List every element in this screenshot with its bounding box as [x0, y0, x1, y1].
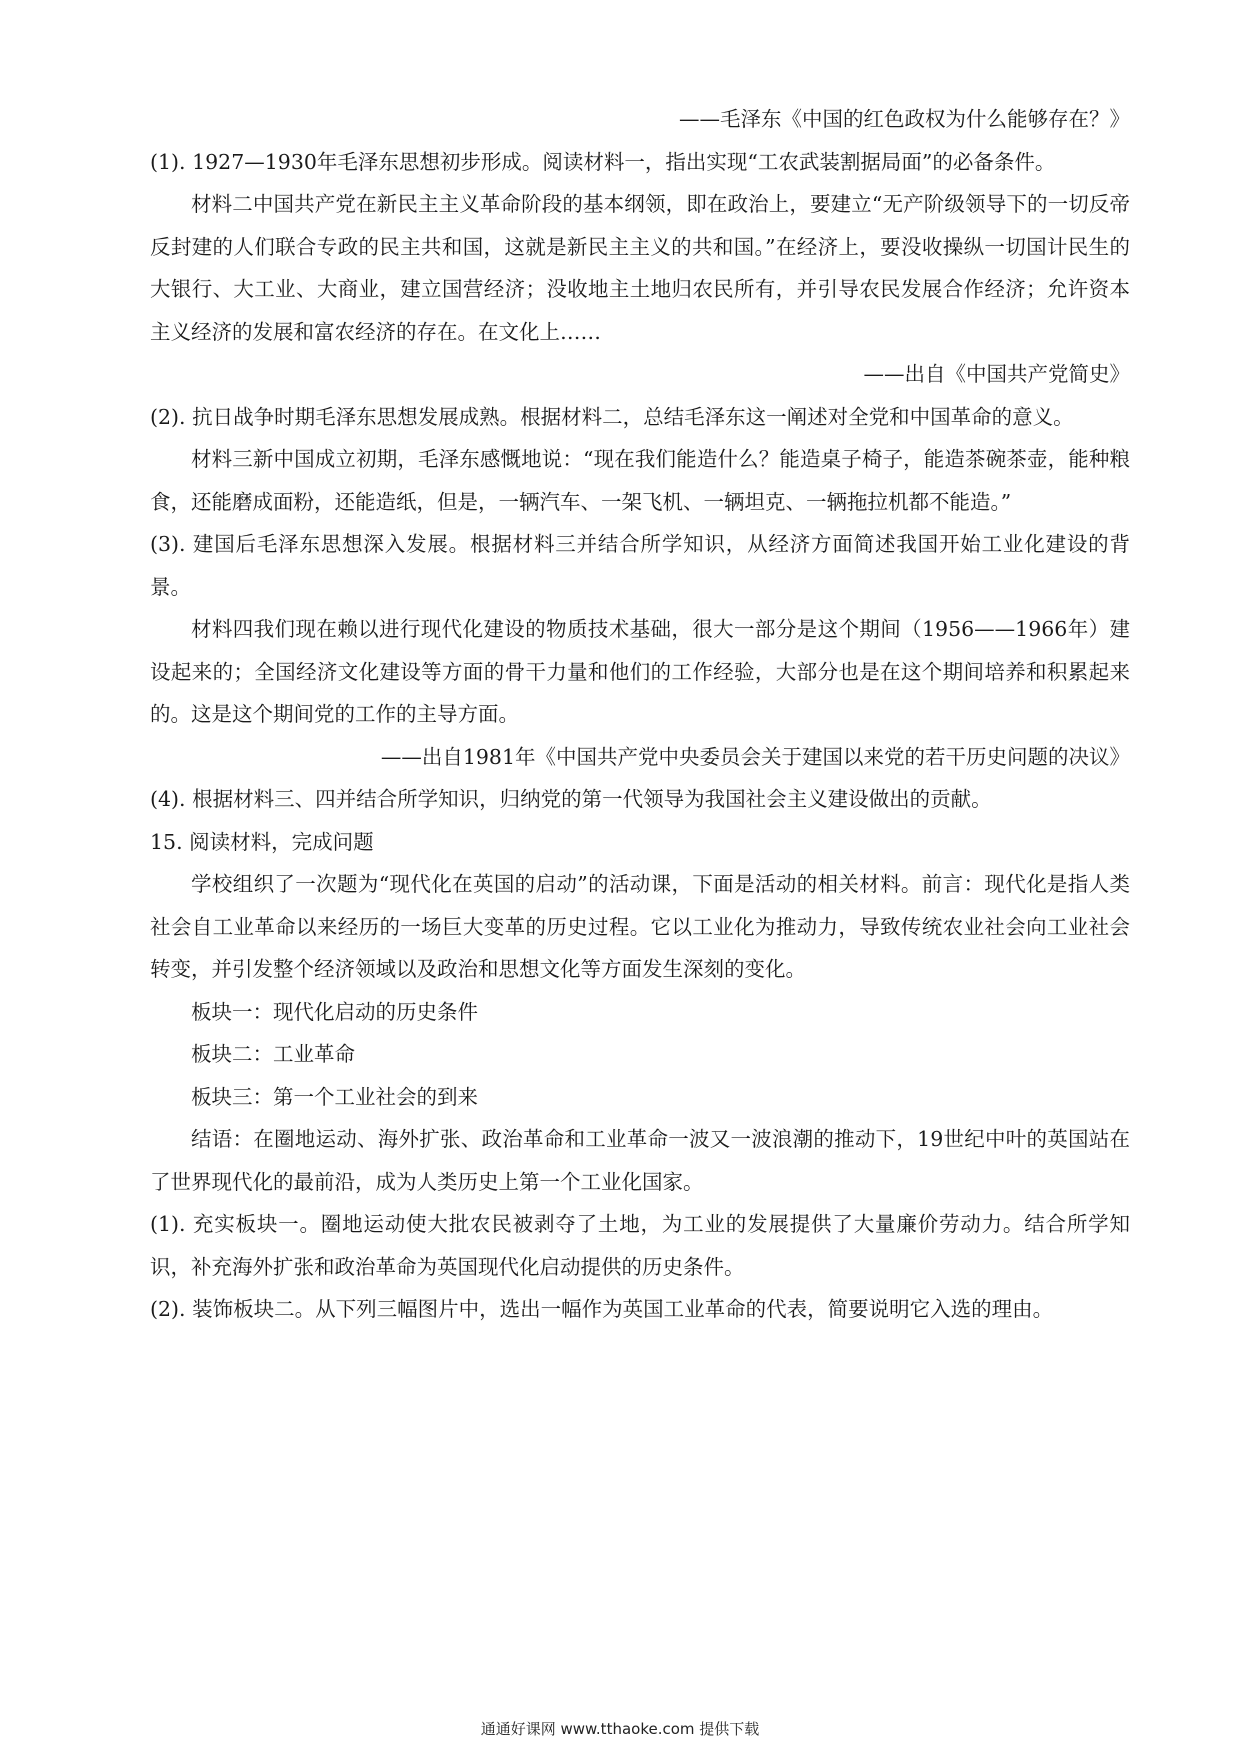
material-3: 材料三新中国成立初期，毛泽东感慨地说：“现在我们能造什么？能造桌子椅子，能造茶碗茶壶，能种粮食，还能磨成面粉，还能造纸，但是，一辆汽车、一架飞机、一辆坦克、一辆拖拉机都不能造。”	[150, 447, 1130, 514]
section-2: 板块二：工业革命	[191, 1042, 355, 1066]
question-14-1: (1). 1927—1930年毛泽东思想初步形成。阅读材料一，指出实现“工农武装割据局面”的必备条件。	[150, 149, 1056, 174]
question-14-2: (2). 抗日战争时期毛泽东思想发展成熟。根据材料二，总结毛泽东这一阐述对全党和中国革命的意义。	[150, 404, 1074, 429]
question-14-3: (3). 建国后毛泽东思想深入发展。根据材料三并结合所学知识，从经济方面简述我国开始工业化建设的背景。	[150, 532, 1130, 599]
question-14-4: (4). 根据材料三、四并结合所学知识，归纳党的第一代领导为我国社会主义建设做出的贡献。	[150, 787, 992, 811]
question-15-intro: 学校组织了一次题为“现代化在英国的启动”的活动课，下面是活动的相关材料。前言：现代化是指人类社会自工业革命以来经历的一场巨大变革的历史过程。它以工业化为推动力，导致传统农业社会向工业社会转变，并引发整个经济领域以及政治和思想文化等方面发生深刻的变化。	[150, 872, 1130, 981]
material2-source: ——出自《中国共产党简史》	[863, 362, 1130, 386]
conclusion: 结语：在圈地运动、海外扩张、政治革命和工业革命一波又一波浪潮的推动下，19世纪中叶的英国站在了世界现代化的最前沿，成为人类历史上第一个工业化国家。	[150, 1127, 1130, 1194]
section-1: 板块一：现代化启动的历史条件	[191, 999, 478, 1024]
material1-source: ——毛泽东《中国的红色政权为什么能够存在？》	[679, 107, 1130, 131]
material4-source: ——出自1981年《中国共产党中央委员会关于建国以来党的若干历史问题的决议》	[380, 744, 1130, 769]
section-3: 板块三：第一个工业社会的到来	[191, 1084, 478, 1109]
material-2: 材料二中国共产党在新民主主义革命阶段的基本纲领，即在政治上，要建立“无产阶级领导下的一切反帝反封建的人们联合专政的民主共和国，这就是新民主主义的共和国。”在经济上，要没收操纵一切国计民生的大银行、大工业、大商业，建立国营经济；没收地主土地归农民所有，并引导农民发展合作经济；允许资本主义经济的发展和富农经济的存在。在文化上……	[150, 192, 1130, 344]
material-4: 材料四我们现在赖以进行现代化建设的物质技术基础，很大一部分是这个期间（1956——1966年）建设起来的；全国经济文化建设等方面的骨干力量和他们的工作经验，大部分也是在这个期间培养和积累起来的。这是这个期间党的工作的主导方面。	[150, 617, 1130, 726]
question-15-2: (2). 装饰板块二。从下列三幅图片中，选出一幅作为英国工业革命的代表，简要说明它入选的理由。	[150, 1297, 1054, 1321]
document-body	[150, 98, 1130, 1331]
question-15-1: (1). 充实板块一。圈地运动使大批农民被剥夺了土地，为工业的发展提供了大量廉价劳动力。结合所学知识，补充海外扩张和政治革命为英国现代化启动提供的历史条件。	[150, 1212, 1130, 1279]
question-15-title: 15. 阅读材料，完成问题	[150, 829, 374, 854]
page-footer: 通通好课网 www.tthaoke.com 提供下载	[480, 1720, 760, 1738]
